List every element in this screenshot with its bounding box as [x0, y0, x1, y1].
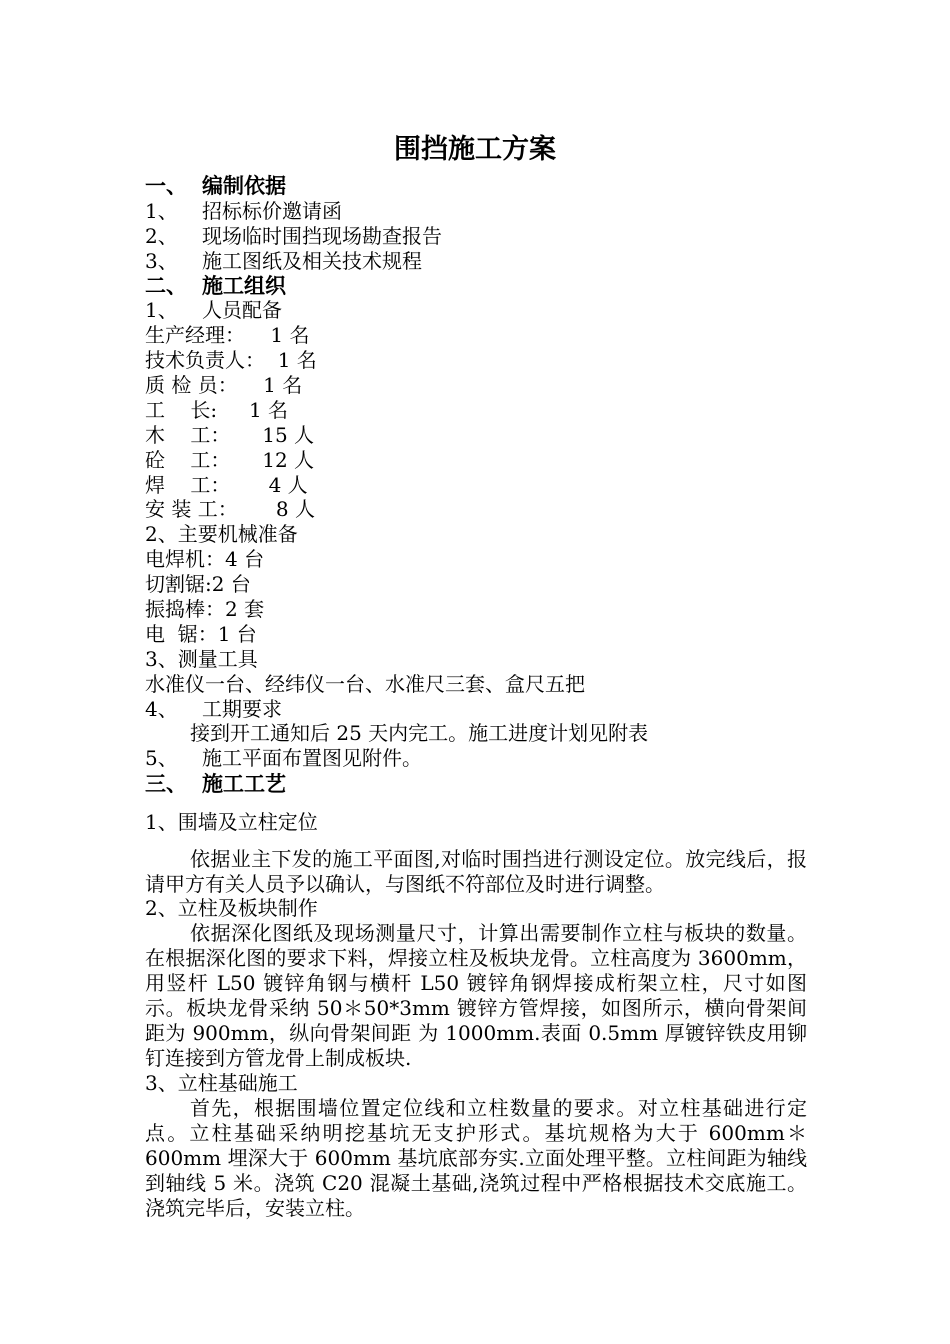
staff-row: 安 装 工： 8 人	[145, 497, 315, 521]
staff-row: 砼 工： 12 人	[145, 448, 315, 472]
section-1-heading: 一、 编制依据	[145, 173, 286, 198]
subsection-heading: 1、围墙及立柱定位	[145, 810, 318, 834]
paragraph: 依据深化图纸及现场测量尺寸，计算出需要制作立柱与板块的数量。在根据深化图的要求下料，焊接立柱及板块龙骨。立柱高度为 3600mm，用竖杆 L50 镀锌角钢与横杆 L50 镀锌角钢焊接成桁架立柱，尺寸如图示。板块龙骨采纳 50＊50*3mm 镀锌方管焊接，如图所示，横向骨架间距为 900mm，纵向骨架间距 为 1000mm.表面 0.5mm 厚镀锌铁皮用铆钉连接到方管龙骨上制成板块.	[145, 921, 807, 1070]
tools-heading: 3、测量工具	[145, 647, 258, 671]
schedule-text: 接到开工通知后 25 天内完工。施工进度计划见附表	[190, 721, 649, 745]
staff-row: 工 长: 1 名	[145, 398, 289, 422]
section-3-heading: 三、 施工工艺	[145, 771, 286, 796]
document-title: 围挡施工方案	[394, 134, 556, 165]
personnel-heading: 1、 人员配备	[145, 298, 282, 322]
staff-row: 焊 工： 4 人	[145, 473, 308, 497]
staff-row: 生产经理： 1 名	[145, 323, 310, 347]
machine-row: 切割锯:2 台	[145, 572, 251, 596]
list-item: 3、 施工图纸及相关技术规程	[145, 249, 422, 273]
paragraph: 依据业主下发的施工平面图,对临时围挡进行测设定位。放完线后，报请甲方有关人员予以确认，与图纸不符部位及时进行调整。	[145, 847, 807, 896]
schedule-heading: 4、 工期要求	[145, 697, 282, 721]
machine-row: 电 锯：1 台	[145, 622, 257, 646]
tools-list: 水准仪一台、经纬仪一台、水准尺三套、盒尺五把	[145, 672, 585, 696]
staff-row: 木 工： 15 人	[145, 423, 315, 447]
machine-row: 电焊机：4 台	[145, 547, 265, 571]
staff-row: 质 检 员： 1 名	[145, 373, 303, 397]
list-item: 2、 现场临时围挡现场勘查报告	[145, 224, 442, 248]
paragraph: 首先，根据围墙位置定位线和立柱数量的要求。对立柱基础进行定点。立柱基础采纳明挖基坑无支护形式。基坑规格为大于 600mm＊600mm 埋深大于 600mm 基坑底部夯实.立面处理平整。立柱间距为轴线到轴线 5 米。浇筑 C20 混凝土基础,浇筑过程中严格根据技术交底施工。浇筑完毕后，安装立柱。	[145, 1096, 807, 1220]
machines-heading: 2、主要机械准备	[145, 522, 298, 546]
list-item: 1、 招标标价邀请函	[145, 199, 342, 223]
section-2-heading: 二、 施工组织	[145, 273, 286, 298]
machine-row: 振捣棒：2 套	[145, 597, 265, 621]
layout-note: 5、 施工平面布置图见附件。	[145, 746, 422, 770]
staff-row: 技术负责人： 1 名	[145, 348, 317, 372]
subsection-heading: 3、立柱基础施工	[145, 1071, 298, 1095]
subsection-heading: 2、立柱及板块制作	[145, 896, 318, 920]
